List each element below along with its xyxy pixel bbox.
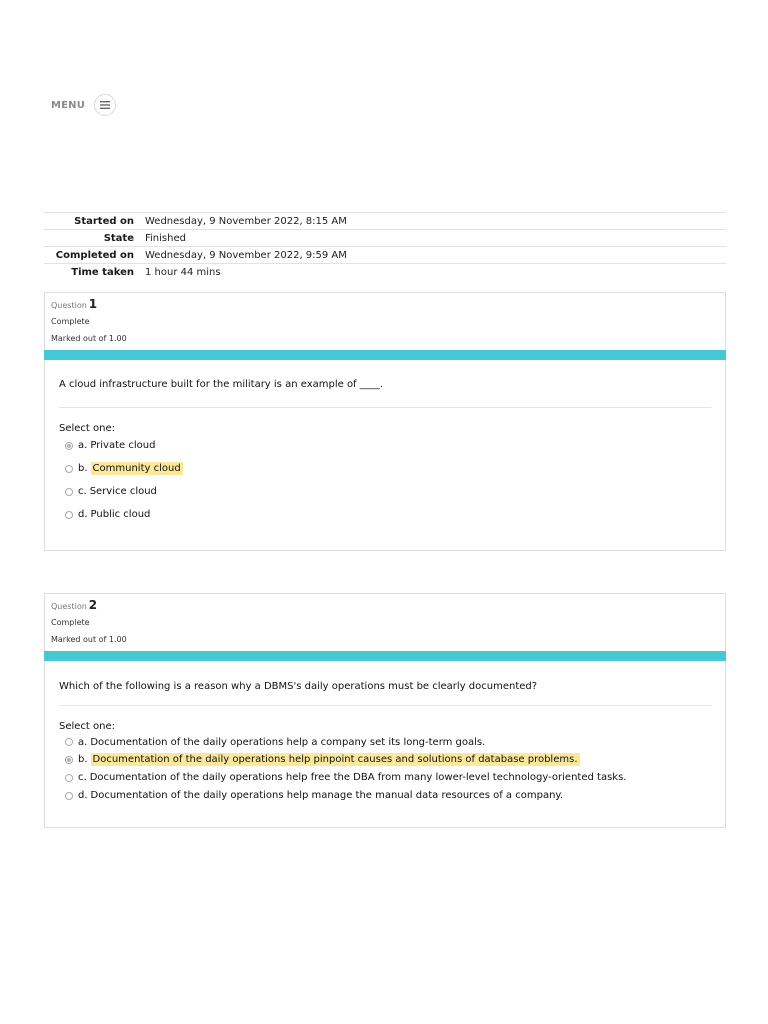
- answer-option-d[interactable]: [59, 506, 711, 523]
- question-label: Question: [51, 301, 87, 310]
- radio-button[interactable]: [65, 774, 73, 782]
- summary-value: Wednesday, 9 November 2022, 9:59 AM: [145, 249, 347, 261]
- question-title: [51, 598, 725, 614]
- option-letter: b.: [78, 463, 88, 474]
- question-info: [45, 293, 725, 350]
- question-number: 2: [88, 598, 98, 612]
- question-grade: Marked out of 1.00: [51, 334, 127, 343]
- question-1: [44, 292, 726, 551]
- question-title: [51, 297, 725, 313]
- question-body: [45, 378, 725, 523]
- radio-button[interactable]: [65, 511, 73, 519]
- radio-button[interactable]: [65, 756, 73, 764]
- option-letter: c.: [78, 486, 87, 497]
- radio-button[interactable]: [65, 442, 73, 450]
- option-text: Documentation of the daily operations help pinpoint causes and solutions of database problems.: [92, 754, 578, 765]
- summary-value: Finished: [145, 232, 186, 244]
- option-text: Documentation of the daily operations help manage the manual data resources of a company.: [90, 790, 564, 801]
- radio-button[interactable]: [65, 738, 73, 746]
- answer-option-b[interactable]: [59, 751, 711, 768]
- option-letter: a.: [78, 736, 88, 748]
- option-letter: d.: [78, 790, 88, 801]
- menu[interactable]: [51, 94, 116, 116]
- option-text: Documentation of the daily operations help free the DBA from many lower-level technology-oriented tasks.: [89, 772, 627, 783]
- hamburger-icon: [100, 101, 110, 109]
- option-letter: c.: [78, 772, 87, 783]
- summary-value: Wednesday, 9 November 2022, 8:15 AM: [145, 215, 347, 227]
- option-letter: b.: [78, 754, 88, 765]
- question-state: Complete: [51, 317, 90, 326]
- option-text: Public cloud: [90, 509, 151, 520]
- summary-key: Completed on: [55, 249, 134, 261]
- select-one-label: Select one:: [59, 423, 116, 434]
- answer-option-c[interactable]: [59, 483, 711, 500]
- select-one-label: Select one:: [59, 721, 116, 732]
- option-text: Community cloud: [92, 463, 181, 474]
- question-number: 1: [88, 297, 98, 311]
- answer-option-a[interactable]: [59, 437, 711, 454]
- option-text: Documentation of the daily operations help a company set its long-term goals.: [90, 736, 486, 748]
- summary-key: State: [103, 232, 134, 244]
- summary-row-completed: [44, 247, 726, 264]
- question-info: [45, 594, 725, 651]
- question-text: A cloud infrastructure built for the military is an example of ____.: [59, 379, 383, 390]
- answer-option-d[interactable]: [59, 787, 711, 804]
- question-body: [45, 680, 725, 804]
- menu-label[interactable]: MENU: [51, 99, 86, 111]
- option-letter: d.: [78, 509, 88, 520]
- answer-option-c[interactable]: [59, 769, 711, 786]
- radio-button[interactable]: [65, 488, 73, 496]
- question-grade: Marked out of 1.00: [51, 635, 127, 644]
- question-accent-bar: [44, 350, 726, 360]
- radio-button[interactable]: [65, 792, 73, 800]
- question-accent-bar: [44, 651, 726, 661]
- question-label: Question: [51, 602, 87, 611]
- summary-key: Time taken: [71, 267, 134, 278]
- question-text: Which of the following is a reason why a DBMS's daily operations must be clearly documented?: [59, 681, 538, 692]
- attempt-summary-table: [44, 212, 726, 281]
- summary-row-started: [44, 213, 726, 230]
- menu-button[interactable]: [94, 94, 116, 116]
- summary-row-time-taken: [44, 264, 726, 281]
- option-letter: a.: [78, 440, 88, 451]
- option-text: Service cloud: [89, 486, 157, 497]
- summary-row-state: [44, 230, 726, 247]
- question-separator: [59, 407, 711, 408]
- question-2: [44, 593, 726, 828]
- question-state: Complete: [51, 618, 90, 627]
- summary-value: 1 hour 44 mins: [145, 267, 221, 278]
- question-separator: [59, 705, 711, 706]
- radio-button[interactable]: [65, 465, 73, 473]
- answer-option-a[interactable]: [59, 734, 711, 750]
- answer-option-b[interactable]: [59, 460, 711, 477]
- option-text: Private cloud: [90, 440, 156, 451]
- summary-key: Started on: [74, 215, 134, 227]
